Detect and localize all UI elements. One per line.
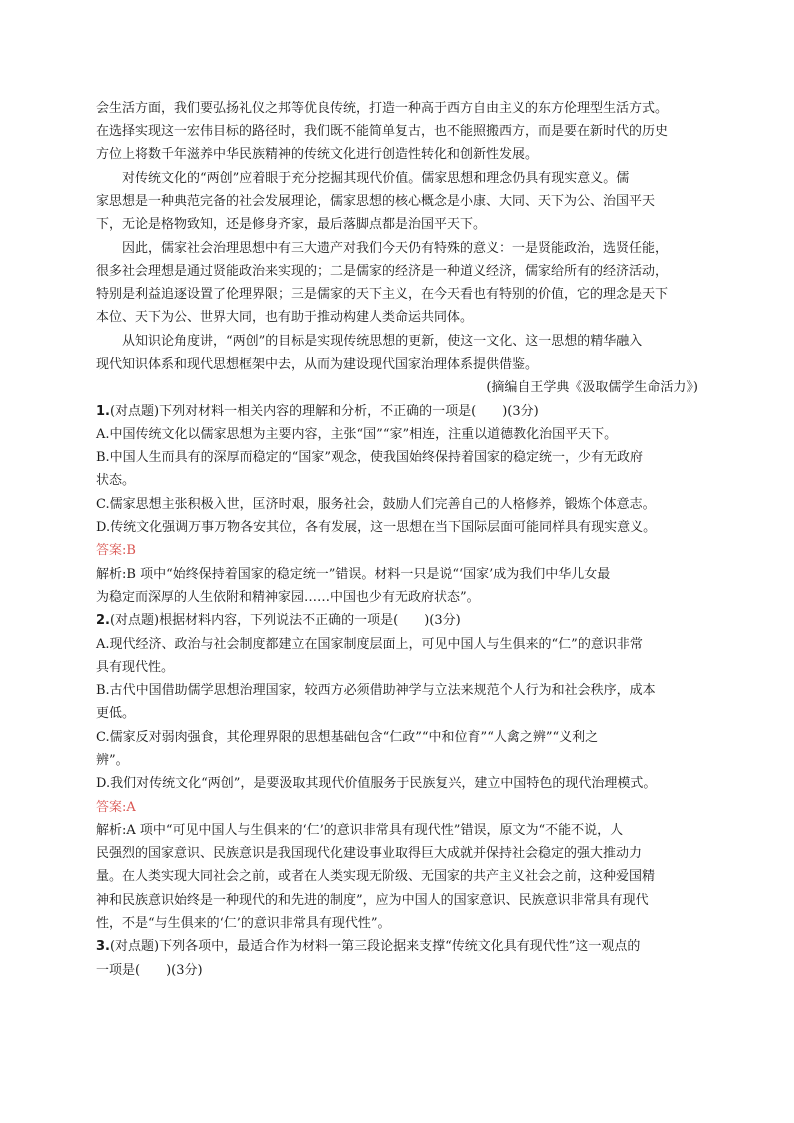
question-1-stem (96, 401, 539, 423)
passage-line: 现代知识体系和现代思想框架中去，从而为建设现代国家治理体系提供借鉴。 (96, 357, 539, 372)
question-number: 2. (96, 613, 110, 628)
analysis-line: 性，不是“与生俱来的‘仁’的意识非常具有现代性”。 (96, 916, 391, 931)
analysis-line: 量。在人类实现大同社会之前，或者在人类实现无阶级、无国家的共产主义社会之前，这种爱国精 (96, 869, 656, 884)
passage-line: 从知识论角度讲，“两创”的目标是实现传统思想的更新，使这一文化、这一思想的精华融入 (122, 334, 643, 349)
option-b: B.古代中国借助儒学思想治理国家，较西方必须借助神学与立法来规范个人行为和社会秩序，成本 (96, 683, 656, 698)
question-3-stem (96, 936, 640, 958)
passage-line: 对传统文化的“两创”应着眼于充分挖掘其现代价值。儒家思想和理念仍具有现实意义。儒 (122, 171, 630, 186)
analysis-line: 民强烈的国家意识、民族意识是我国现代化建设事业取得巨大成就并保持社会稳定的强大推动力 (96, 846, 643, 861)
question-text: (对点题)下列各项中，最适合作为材料一第三段论据来支撑“传统文化具有现代性”这一观点的 (109, 939, 641, 954)
option-b-cont: 更低。 (96, 706, 136, 721)
question-2-stem (96, 610, 461, 632)
passage-line: 很多社会理想是通过贤能政治来实现的；二是儒家的经济是一种道义经济，儒家给所有的经济活动， (96, 264, 669, 279)
option-b: B.中国人生而具有的深厚而稳定的“国家”观念，使我国始终保持着国家的稳定统一，少有无政府 (96, 450, 643, 465)
option-c: C.儒家思想主张积极入世，匡济时艰，服务社会，鼓励人们完善自己的人格修养，锻炼个体意志。 (96, 497, 656, 512)
passage-line: 下，无论是格物致知，还是修身齐家，最后落脚点都是治国平天下。 (96, 217, 487, 232)
option-b-cont: 状态。 (96, 473, 136, 488)
question-number: 1. (96, 404, 110, 419)
question-3-stem-cont: 一项是( )(3分) (96, 963, 203, 978)
passage-line: 会生活方面，我们要弘扬礼仪之邦等优良传统，打造一种高于西方自由主义的东方伦理型生活方式。 (96, 101, 669, 116)
option-a: A.现代经济、政治与社会制度都建立在国家制度层面上，可见中国人与生俱来的“仁”的意识非常 (96, 637, 643, 652)
option-a-cont: 具有现代性。 (96, 660, 175, 675)
analysis-line: 神和民族意识始终是一种现代的和先进的制度”，应为中国人的国家意识、民族意识非常具有现代 (96, 893, 649, 908)
option-c: C.儒家反对弱肉强食，其伦理界限的思想基础包含“仁政”“中和位育”“人禽之辨”“义利之 (96, 730, 599, 745)
analysis-line: 解析:A 项中“可见中国人与生俱来的‘仁’的意识非常具有现代性”错误，原文为“不能不说，人 (96, 823, 624, 838)
option-d: D.我们对传统文化“两创”，是要汲取其现代价值服务于民族复兴，建立中国特色的现代治理模式。 (96, 776, 657, 791)
analysis-line: 解析:B 项中“始终保持着国家的稳定统一”错误。材料一只是说“‘国家’成为我们中华儿女最 (96, 567, 611, 582)
passage-source: (摘编自王学典《汲取儒学生命活力》) (486, 380, 698, 395)
passage-line: 家思想是一种典范完备的社会发展理论，儒家思想的核心概念是小康、大同、天下为公、治国平天 (96, 194, 656, 209)
question-text: (对点题)根据材料内容，下列说法不正确的一项是( )(3分) (109, 613, 461, 628)
answer-label: 答案:B (96, 543, 136, 558)
option-c-cont: 辨”。 (96, 753, 129, 768)
analysis-line: 为稳定而深厚的人生依附和精神家园……中国也少有无政府状态”。 (96, 590, 480, 605)
passage-line: 因此，儒家社会治理思想中有三大遗产对我们今天仍有特殊的意义：一是贤能政治，选贤任能， (122, 241, 669, 256)
answer-label: 答案:A (96, 800, 136, 815)
question-text: (对点题)下列对材料一相关内容的理解和分析，不正确的一项是( )(3分) (109, 404, 539, 419)
passage-line: 本位、天下为公、世界大同，也有助于推动构建人类命运共同体。 (96, 310, 474, 325)
passage-line: 特别是利益追逐设置了伦理界限；三是儒家的天下主义，在今天看也有特别的价值，它的理念是天下 (96, 287, 669, 302)
option-a: A.中国传统文化以儒家思想为主要内容，主张“国”“家”相连，注重以道德教化治国平天下。 (96, 427, 618, 442)
option-d: D.传统文化强调万事万物各安其位，各有发展，这一思想在当下国际层面可能同样具有现实意义。 (96, 520, 657, 535)
passage-line: 方位上将数千年滋养中华民族精神的传统文化进行创造性转化和创新性发展。 (96, 147, 539, 162)
question-number: 3. (96, 939, 110, 954)
passage-line: 在选择实现这一宏伟目标的路径时，我们既不能简单复古，也不能照搬西方，而是要在新时代的历史 (96, 124, 669, 139)
